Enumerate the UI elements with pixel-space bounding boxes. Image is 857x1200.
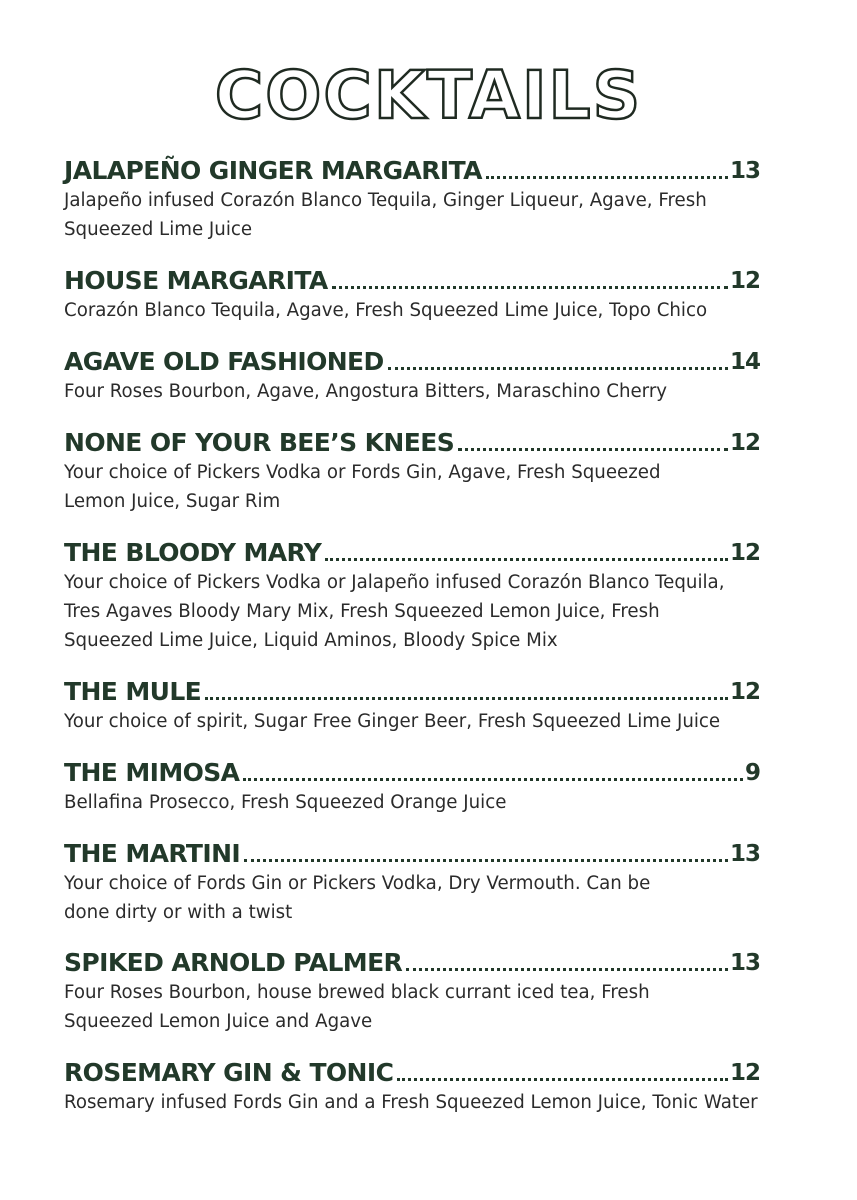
menu-item-name: AGAVE OLD FASHIONED xyxy=(64,347,384,376)
menu-item-header xyxy=(64,944,760,978)
page-title: COCKTAILS xyxy=(214,57,643,134)
menu-item-header xyxy=(64,754,760,788)
menu-item-description: Four Roses Bourbon, Agave, Angostura Bitters, Maraschino Cherry xyxy=(64,381,668,402)
dotted-leader xyxy=(244,859,728,862)
menu-item-name: JALAPEÑO GINGER MARGARITA xyxy=(64,156,482,185)
menu-item-name: HOUSE MARGARITA xyxy=(64,266,328,295)
menu-item-description: Corazón Blanco Tequila, Agave, Fresh Squeezed Lime Juice, Topo Chico xyxy=(64,300,708,321)
menu-item-price: 12 xyxy=(729,1060,760,1086)
menu-item-price: 13 xyxy=(729,158,760,184)
menu-item xyxy=(64,424,760,516)
menu-item-description: Rosemary infused Fords Gin and a Fresh Squeezed Lemon Juice, Tonic Water xyxy=(64,1092,758,1113)
menu-item-description: Your choice of Pickers Vodka or Jalapeño infused Corazón Blanco Tequila, Tres Agaves Bloody Mary Mix, Fresh Squeezed Lemon Juice, Fresh Squeezed Lime Juice, Liquid Aminos, Bloody Spice Mix xyxy=(64,572,725,651)
menu-item xyxy=(64,944,760,1036)
menu-item-header xyxy=(64,262,760,296)
menu-item-price: 13 xyxy=(729,841,760,867)
dotted-leader xyxy=(243,778,743,781)
dotted-leader xyxy=(397,1078,728,1081)
menu-item xyxy=(64,754,760,817)
menu-item-name: THE MARTINI xyxy=(64,839,241,868)
dotted-leader xyxy=(325,558,728,561)
menu-item-price: 13 xyxy=(729,950,760,976)
menu-item-price: 12 xyxy=(729,540,760,566)
menu-item-price: 12 xyxy=(729,430,760,456)
menu-item-header xyxy=(64,424,760,458)
menu-item-description: Your choice of spirit, Sugar Free Ginger Beer, Fresh Squeezed Lime Juice xyxy=(64,711,721,732)
menu-item-name: THE MULE xyxy=(64,677,202,706)
dotted-leader xyxy=(406,968,728,971)
menu-item-name: ROSEMARY GIN & TONIC xyxy=(64,1058,394,1087)
menu-item-header xyxy=(64,673,760,707)
menu-item xyxy=(64,152,760,244)
dotted-leader xyxy=(332,286,728,289)
menu-item-price: 12 xyxy=(729,268,760,294)
menu-item xyxy=(64,835,760,927)
dotted-leader xyxy=(205,697,728,700)
menu-item xyxy=(64,1054,760,1117)
menu-item-name: THE MIMOSA xyxy=(64,758,240,787)
menu-item-price: 9 xyxy=(744,760,760,786)
menu-item xyxy=(64,262,760,325)
menu-item-header xyxy=(64,152,760,186)
menu-item-header xyxy=(64,835,760,869)
menu-item-header xyxy=(64,534,760,568)
menu-item-header xyxy=(64,1054,760,1088)
menu-item-name: SPIKED ARNOLD PALMER xyxy=(64,948,403,977)
menu-item-name: NONE OF YOUR BEE’S KNEES xyxy=(64,428,455,457)
dotted-leader xyxy=(458,448,728,451)
menu-item-description: Jalapeño infused Corazón Blanco Tequila, Ginger Liqueur, Agave, Fresh Squeezed Lime Juice xyxy=(64,190,707,240)
dotted-leader xyxy=(486,176,728,179)
menu-item-price: 14 xyxy=(729,349,760,375)
menu-item xyxy=(64,343,760,406)
menu-item-header xyxy=(64,343,760,377)
menu-item xyxy=(64,534,760,655)
menu-item-description: Your choice of Fords Gin or Pickers Vodka, Dry Vermouth. Can be done dirty or with a twist xyxy=(64,873,651,923)
menu-item-price: 12 xyxy=(729,679,760,705)
menu-item-description: Bellafina Prosecco, Fresh Squeezed Orange Juice xyxy=(64,792,507,813)
menu-item-description: Four Roses Bourbon, house brewed black currant iced tea, Fresh Squeezed Lemon Juice and Agave xyxy=(64,982,650,1032)
dotted-leader xyxy=(388,367,728,370)
menu-item-description: Your choice of Pickers Vodka or Fords Gin, Agave, Fresh Squeezed Lemon Juice, Sugar Rim xyxy=(64,462,661,512)
menu-item-name: THE BLOODY MARY xyxy=(64,538,322,567)
menu-item xyxy=(64,673,760,736)
